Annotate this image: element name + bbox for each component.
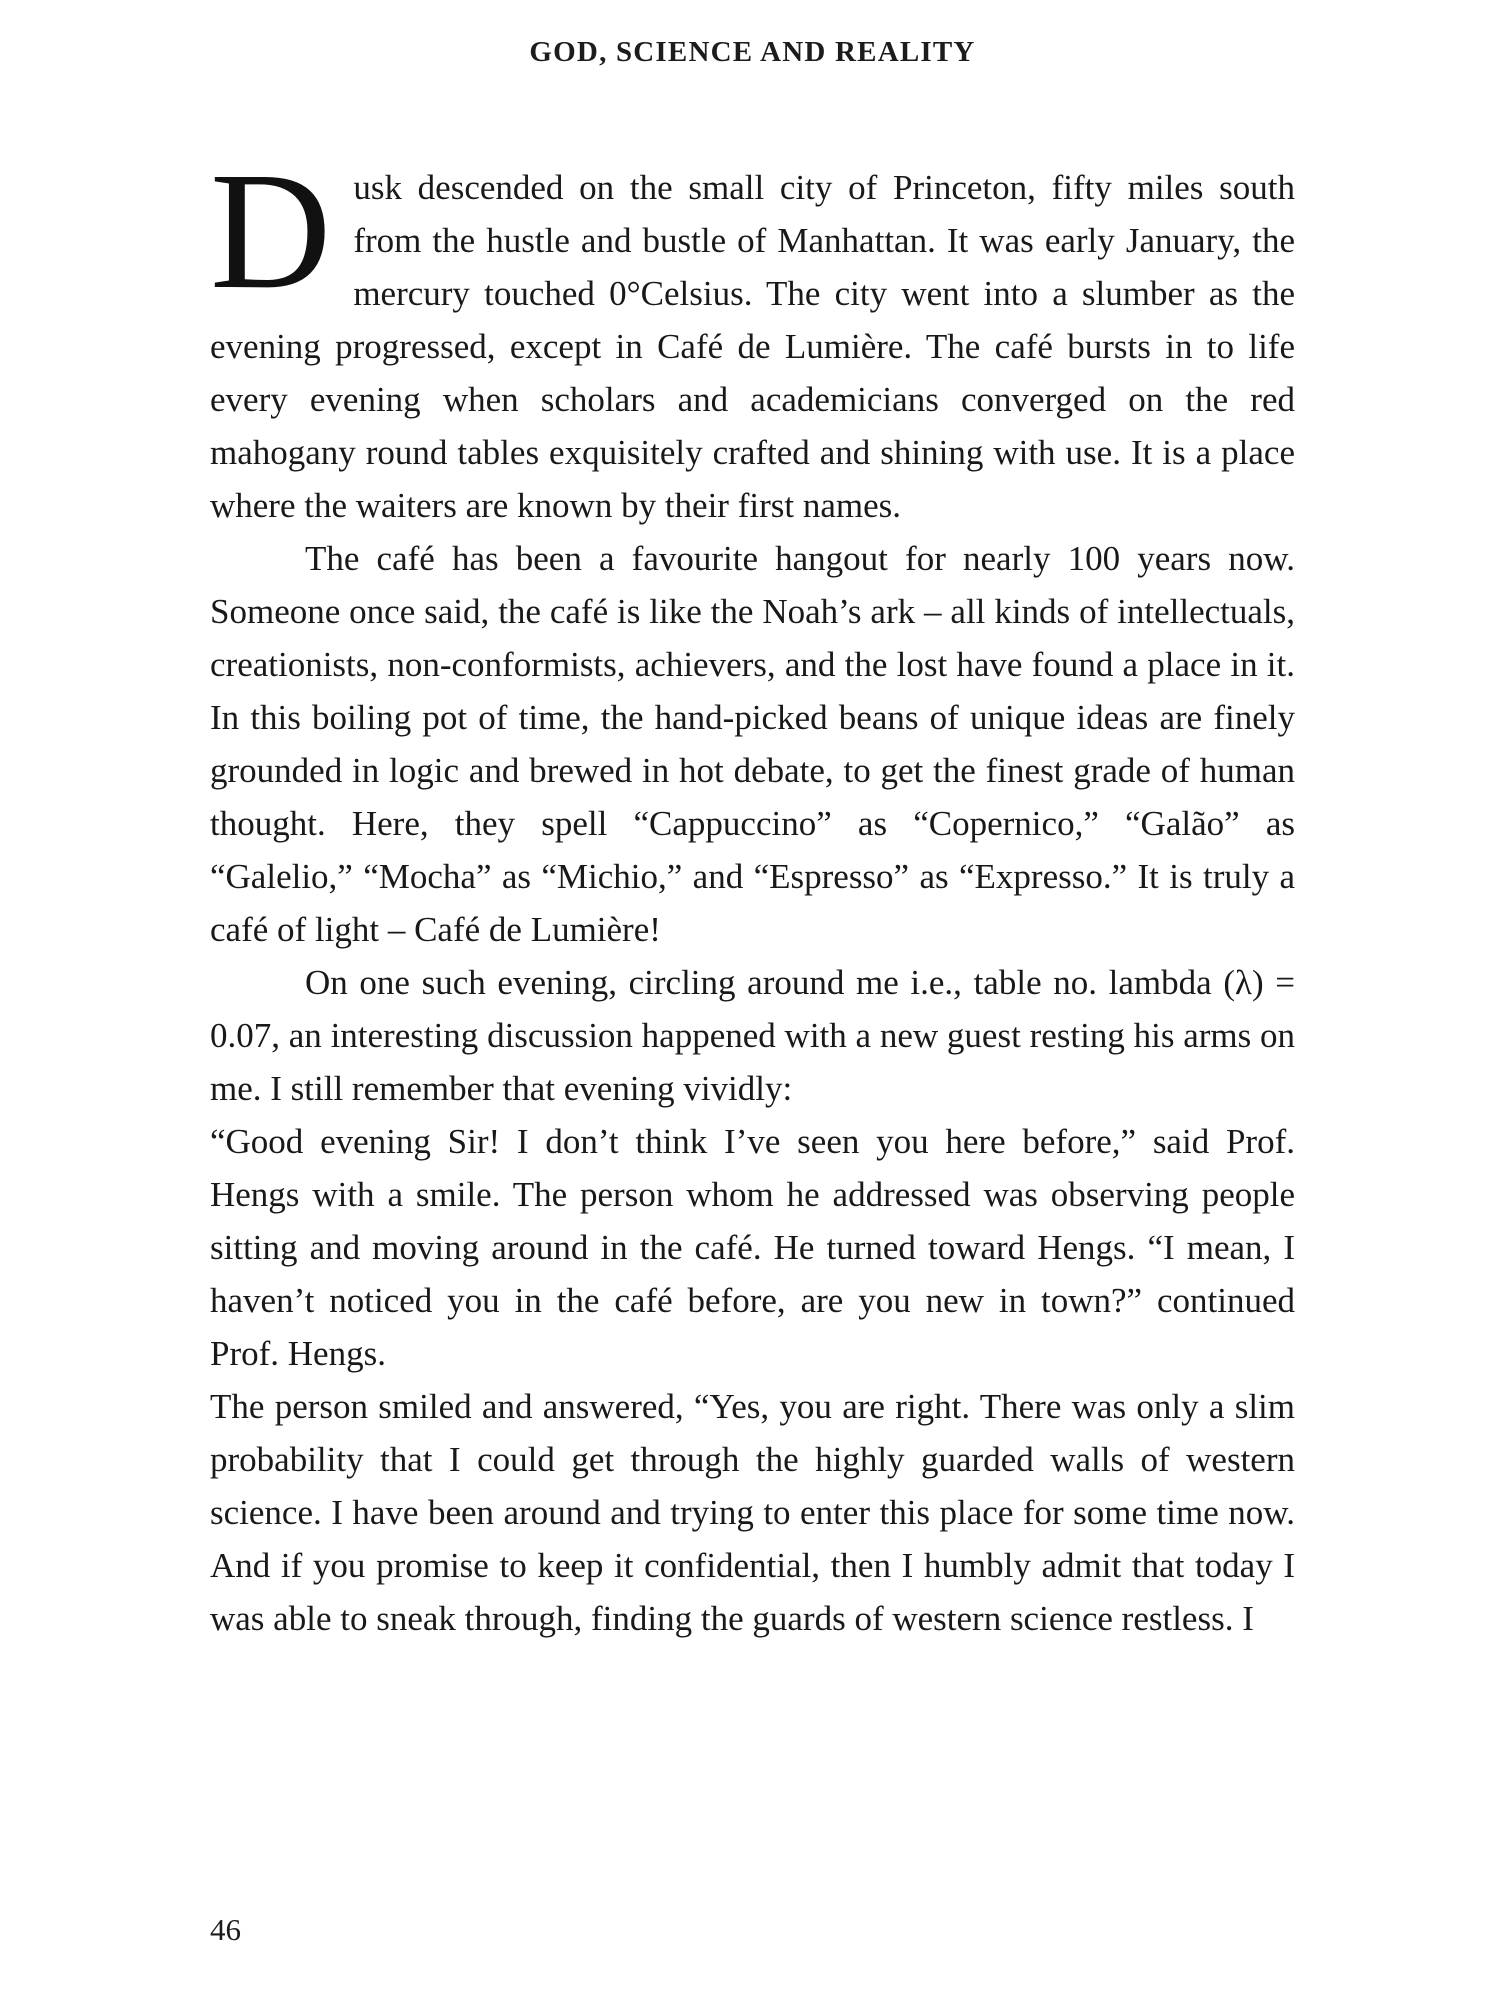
paragraph (210, 138, 1295, 532)
page-body (210, 138, 1295, 1645)
paragraph (210, 532, 1295, 956)
paragraph-text: The café has been a favourite hangout for nearly 100 years now. Someone once said, the café is like the Noah’s ark – all kinds of intellectuals, creationists, non-conformists, achievers, and the lost have found a place in it. In this boiling pot of time, the hand-picked beans of unique ideas are finely grounded in logic and brewed in hot debate, to get the finest grade of human thought. Here, they spell “Cappuccino” as “Copernico,” “Galão” as “Galelio,” “Mocha” as “Michio,” and “Espresso” as “Expresso.” It is truly a café of light – Café de Lumière! (210, 539, 1295, 949)
paragraph-text: On one such evening, circling around me i.e., table no. lambda (λ) = 0.07, an interesting discussion happened with a new guest resting his arms on me. I still remember that evening vividly: (210, 963, 1295, 1108)
page-number: 46 (210, 1912, 241, 1947)
page-header: GOD, SCIENCE AND REALITY (529, 36, 976, 68)
paragraph (210, 1380, 1295, 1645)
paragraph-text: usk descended on the small city of Princeton, fifty miles south from the hustle and bustle of Manhattan. It was early January, the mercury touched 0°Celsius. The city went into a slumber as the evening progressed, except in Café de Lumière. The café bursts in to life every evening when scholars and academicians converged on the red mahogany round tables exquisitely crafted and shining with use. It is a place where the waiters are known by their first names. (210, 168, 1295, 525)
drop-cap: D (210, 138, 332, 324)
paragraph (210, 956, 1295, 1115)
paragraph-text: “Good evening Sir! I don’t think I’ve seen you here before,” said Prof. Hengs with a smile. The person whom he addressed was observing people sitting and moving around in the café. He turned toward Hengs. “I mean, I haven’t noticed you in the café before, are you new in town?” continued Prof. Hengs. (210, 1122, 1295, 1373)
paragraph-text: The person smiled and answered, “Yes, you are right. There was only a slim probability that I could get through the highly guarded walls of western science. I have been around and trying to enter this place for some time now. And if you promise to keep it confidential, then I humbly admit that today I was able to sneak through, finding the guards of western science restless. I (210, 1387, 1295, 1638)
paragraph (210, 1115, 1295, 1380)
